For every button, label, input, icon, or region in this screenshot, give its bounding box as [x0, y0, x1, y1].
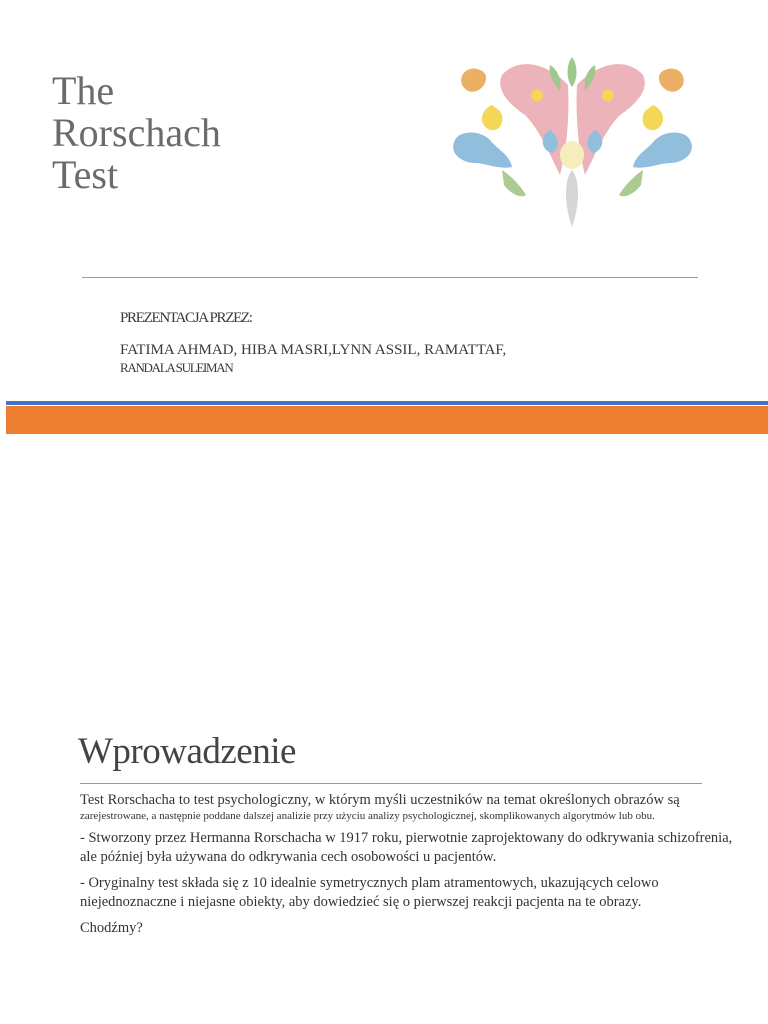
accent-bar-orange: [6, 406, 768, 434]
intro-paragraph-4: Chodźmy?: [80, 920, 143, 936]
title-line: Test: [52, 152, 119, 197]
intro-body: [80, 791, 740, 945]
title-slide: [0, 0, 768, 440]
slide-title: [52, 70, 221, 196]
authors-line-2: RANDALA SULEIMAN: [120, 360, 233, 375]
intro-paragraph-3: - Oryginalny test składa się z 10 idealnie symetrycznych plam atramentowych, ukazujących celowo niejednoznaczne i niejasne obiekty, aby dowiedzieć się o pierwszej reakcji pacjenta na te obrazy.: [80, 875, 659, 910]
authors-line-1: FATIMA AHMAD, HIBA MASRI,LYNN ASSIL, RAMATTAF,: [120, 342, 507, 358]
presented-by-label: PREZENTACJA PRZEZ:: [120, 310, 252, 326]
title-line: Rorschach: [52, 110, 221, 155]
intro-paragraph-1-small: zarejestrowane, a następnie poddane dalszej analizie przy użyciu analizy psychologicznej, skomplikowanych algorytmów lub obu.: [80, 810, 655, 822]
title-divider: [82, 277, 698, 278]
intro-paragraph-1-main: Test Rorschacha to test psychologiczny, w którym myśli uczestników na temat określonych obrazów są: [80, 792, 680, 808]
inkblot-right-half: [577, 64, 692, 196]
intro-slide: [0, 700, 768, 1024]
authors: [120, 342, 560, 376]
inkblot-image: [440, 45, 705, 235]
intro-divider: [80, 783, 702, 784]
intro-paragraph-1: [80, 791, 740, 822]
inkblot-left-half: [453, 64, 568, 196]
intro-paragraph-2: - Stworzony przez Hermanna Rorschacha w 1917 roku, pierwotnie zaprojektowany do odkrywania schizofrenia, ale później była używana do odkrywania cech osobowości u pacjentów.: [80, 830, 733, 865]
title-line: The: [52, 68, 115, 113]
accent-bar-blue: [6, 401, 768, 405]
intro-heading: Wprowadzenie: [78, 731, 296, 772]
